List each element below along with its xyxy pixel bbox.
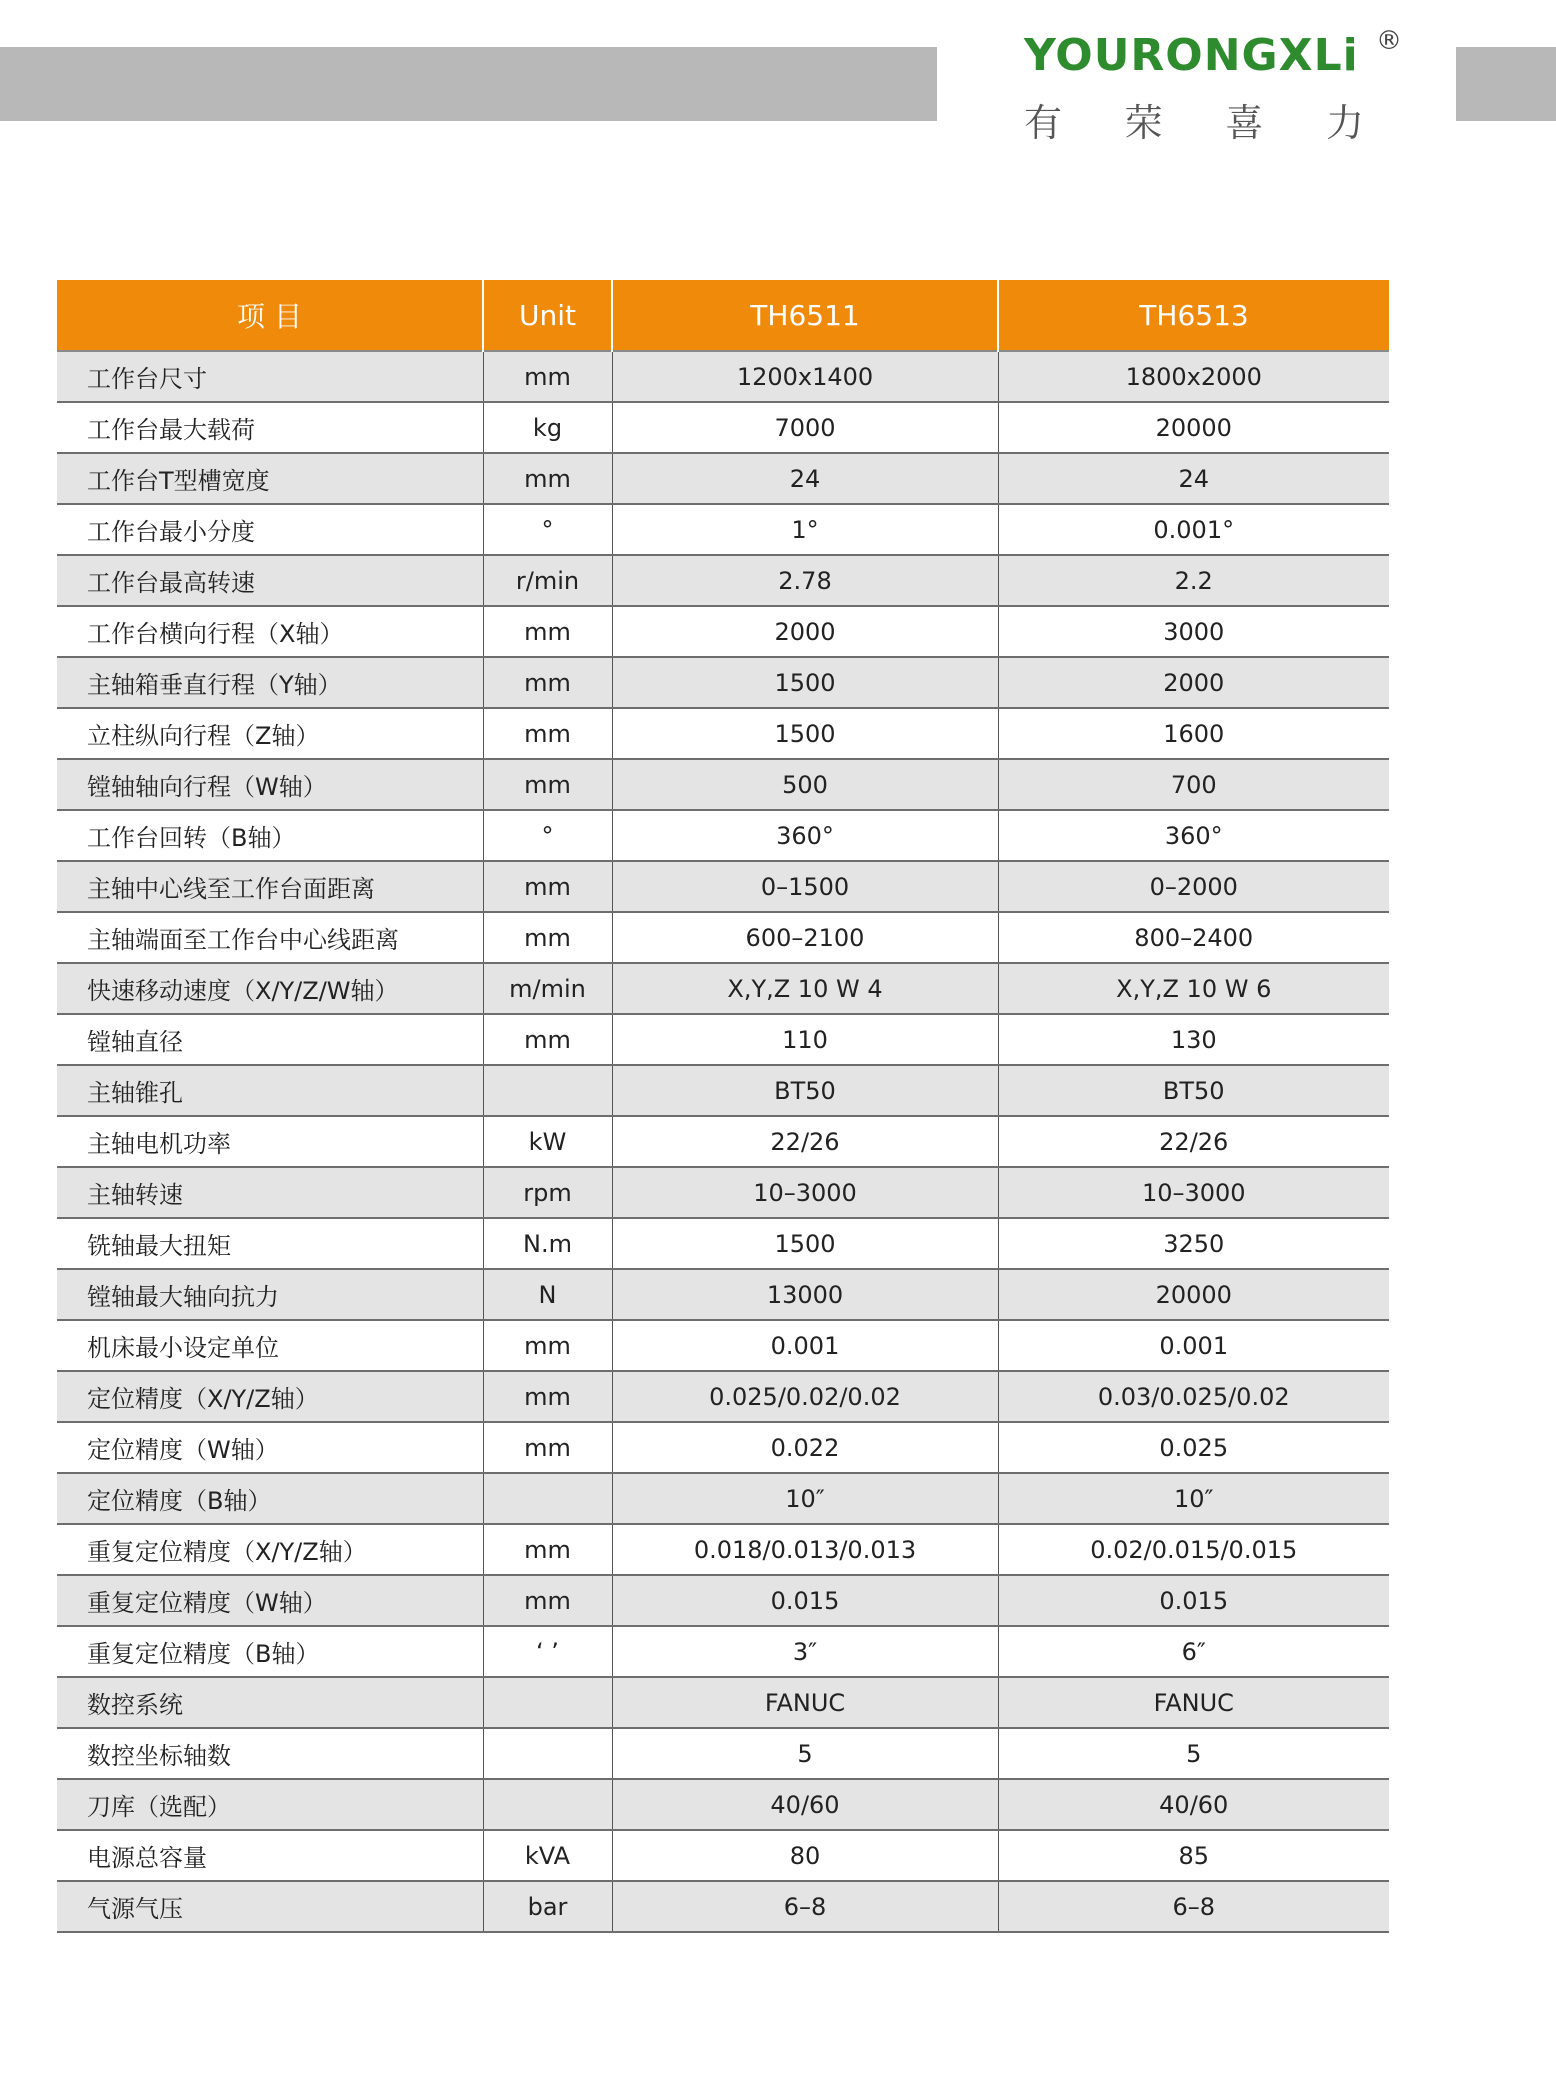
spec-item-cell: 立柱纵向行程（Z轴） xyxy=(57,708,483,759)
table-row xyxy=(57,1473,1389,1524)
spec-item-cell: 工作台最小分度 xyxy=(57,504,483,555)
table-row xyxy=(57,912,1389,963)
spec-th6513-cell: 20000 xyxy=(998,402,1389,453)
spec-th6513-cell: 22/26 xyxy=(998,1116,1389,1167)
table-row xyxy=(57,402,1389,453)
table-row xyxy=(57,1167,1389,1218)
spec-unit-cell: mm xyxy=(483,606,612,657)
spec-th6513-cell: 3000 xyxy=(998,606,1389,657)
table-row xyxy=(57,1524,1389,1575)
table-row xyxy=(57,657,1389,708)
spec-th6513-cell: 2.2 xyxy=(998,555,1389,606)
spec-th6511-cell: 0.001 xyxy=(612,1320,998,1371)
spec-th6513-cell: 6–8 xyxy=(998,1881,1389,1932)
spec-th6511-cell: 0–1500 xyxy=(612,861,998,912)
spec-th6513-cell: BT50 xyxy=(998,1065,1389,1116)
table-row xyxy=(57,759,1389,810)
spec-th6513-cell: 360° xyxy=(998,810,1389,861)
table-row xyxy=(57,708,1389,759)
spec-th6511-cell: 5 xyxy=(612,1728,998,1779)
spec-item-cell: 主轴箱垂直行程（Y轴） xyxy=(57,657,483,708)
spec-item-cell: 重复定位精度（W轴） xyxy=(57,1575,483,1626)
spec-th6513-cell: 10″ xyxy=(998,1473,1389,1524)
spec-item-cell: 数控系统 xyxy=(57,1677,483,1728)
spec-unit-cell: mm xyxy=(483,861,612,912)
spec-th6513-cell: 10–3000 xyxy=(998,1167,1389,1218)
header-gray-band-right xyxy=(1456,47,1556,121)
table-row xyxy=(57,1269,1389,1320)
spec-th6511-cell: 2000 xyxy=(612,606,998,657)
spec-table xyxy=(57,280,1389,1933)
spec-th6511-cell: 110 xyxy=(612,1014,998,1065)
spec-unit-cell: kVA xyxy=(483,1830,612,1881)
table-row xyxy=(57,1881,1389,1932)
spec-unit-cell: mm xyxy=(483,708,612,759)
spec-th6513-cell: 1800x2000 xyxy=(998,351,1389,402)
spec-th6511-cell: BT50 xyxy=(612,1065,998,1116)
header-model-th6511: TH6511 xyxy=(612,280,998,351)
spec-item-cell: 镗轴直径 xyxy=(57,1014,483,1065)
spec-th6513-cell: 0.001 xyxy=(998,1320,1389,1371)
spec-th6513-cell: 0.015 xyxy=(998,1575,1389,1626)
table-row xyxy=(57,351,1389,402)
brand-cn-char: 喜 xyxy=(1225,101,1264,145)
spec-unit-cell: bar xyxy=(483,1881,612,1932)
spec-th6513-cell: 800–2400 xyxy=(998,912,1389,963)
spec-th6513-cell: 85 xyxy=(998,1830,1389,1881)
spec-item-cell: 工作台最高转速 xyxy=(57,555,483,606)
spec-th6513-cell: 24 xyxy=(998,453,1389,504)
spec-unit-cell: mm xyxy=(483,1371,612,1422)
spec-item-cell: 定位精度（X/Y/Z轴） xyxy=(57,1371,483,1422)
spec-item-cell: 工作台尺寸 xyxy=(57,351,483,402)
spec-unit-cell xyxy=(483,1728,612,1779)
spec-th6513-cell: 5 xyxy=(998,1728,1389,1779)
spec-th6511-cell: 0.022 xyxy=(612,1422,998,1473)
brand-cn-char: 有 xyxy=(1024,101,1063,145)
spec-item-cell: 主轴锥孔 xyxy=(57,1065,483,1116)
table-row xyxy=(57,1320,1389,1371)
table-row xyxy=(57,1014,1389,1065)
table-row xyxy=(57,1218,1389,1269)
spec-th6513-cell: 0–2000 xyxy=(998,861,1389,912)
table-row xyxy=(57,1677,1389,1728)
spec-item-cell: 重复定位精度（B轴） xyxy=(57,1626,483,1677)
spec-th6513-cell: 6″ xyxy=(998,1626,1389,1677)
spec-unit-cell: mm xyxy=(483,1575,612,1626)
table-row xyxy=(57,453,1389,504)
spec-unit-cell: N xyxy=(483,1269,612,1320)
spec-th6511-cell: 1500 xyxy=(612,657,998,708)
table-row xyxy=(57,1575,1389,1626)
spec-th6511-cell: 2.78 xyxy=(612,555,998,606)
spec-th6511-cell: 3″ xyxy=(612,1626,998,1677)
spec-th6511-cell: X,Y,Z 10 W 4 xyxy=(612,963,998,1014)
spec-unit-cell: ° xyxy=(483,504,612,555)
spec-unit-cell: kW xyxy=(483,1116,612,1167)
spec-th6511-cell: 24 xyxy=(612,453,998,504)
spec-unit-cell: mm xyxy=(483,1422,612,1473)
spec-unit-cell: ° xyxy=(483,810,612,861)
spec-th6513-cell: 0.03/0.025/0.02 xyxy=(998,1371,1389,1422)
brand-cn-char: 力 xyxy=(1325,101,1364,145)
spec-th6511-cell: 1° xyxy=(612,504,998,555)
spec-unit-cell: rpm xyxy=(483,1167,612,1218)
spec-th6511-cell: 600–2100 xyxy=(612,912,998,963)
brand-name-cn xyxy=(1024,92,1364,147)
spec-item-cell: 主轴转速 xyxy=(57,1167,483,1218)
spec-item-cell: 快速移动速度（X/Y/Z/W轴） xyxy=(57,963,483,1014)
spec-item-cell: 铣轴最大扭矩 xyxy=(57,1218,483,1269)
spec-unit-cell: mm xyxy=(483,657,612,708)
spec-item-cell: 电源总容量 xyxy=(57,1830,483,1881)
table-row xyxy=(57,555,1389,606)
brand-name-en: YOURONGXLi xyxy=(1024,30,1359,81)
spec-th6511-cell: 0.025/0.02/0.02 xyxy=(612,1371,998,1422)
spec-th6511-cell: 360° xyxy=(612,810,998,861)
header-item: 项 目 xyxy=(57,280,483,351)
header-gray-band-left xyxy=(0,47,937,121)
spec-item-cell: 工作台横向行程（X轴） xyxy=(57,606,483,657)
spec-th6511-cell: 40/60 xyxy=(612,1779,998,1830)
spec-item-cell: 定位精度（B轴） xyxy=(57,1473,483,1524)
spec-th6511-cell: 1500 xyxy=(612,1218,998,1269)
table-row xyxy=(57,1779,1389,1830)
spec-th6511-cell: 10″ xyxy=(612,1473,998,1524)
spec-item-cell: 主轴中心线至工作台面距离 xyxy=(57,861,483,912)
spec-th6511-cell: 7000 xyxy=(612,402,998,453)
spec-item-cell: 机床最小设定单位 xyxy=(57,1320,483,1371)
spec-th6513-cell: 0.025 xyxy=(998,1422,1389,1473)
spec-unit-cell: ‘ ’ xyxy=(483,1626,612,1677)
spec-table-body xyxy=(57,351,1389,1932)
spec-item-cell: 工作台T型槽宽度 xyxy=(57,453,483,504)
spec-th6513-cell: X,Y,Z 10 W 6 xyxy=(998,963,1389,1014)
spec-th6511-cell: 10–3000 xyxy=(612,1167,998,1218)
spec-th6513-cell: 20000 xyxy=(998,1269,1389,1320)
spec-item-cell: 工作台回转（B轴） xyxy=(57,810,483,861)
spec-th6511-cell: 1200x1400 xyxy=(612,351,998,402)
spec-unit-cell: mm xyxy=(483,759,612,810)
spec-unit-cell: mm xyxy=(483,351,612,402)
spec-unit-cell: r/min xyxy=(483,555,612,606)
spec-item-cell: 刀库（选配） xyxy=(57,1779,483,1830)
spec-th6511-cell: FANUC xyxy=(612,1677,998,1728)
spec-unit-cell: mm xyxy=(483,1524,612,1575)
spec-item-cell: 镗轴最大轴向抗力 xyxy=(57,1269,483,1320)
table-row xyxy=(57,810,1389,861)
spec-unit-cell: kg xyxy=(483,402,612,453)
spec-th6511-cell: 13000 xyxy=(612,1269,998,1320)
header-unit: Unit xyxy=(483,280,612,351)
table-row xyxy=(57,1626,1389,1677)
spec-unit-cell: mm xyxy=(483,1320,612,1371)
table-row xyxy=(57,963,1389,1014)
spec-unit-cell xyxy=(483,1779,612,1830)
brand-logo xyxy=(1024,26,1414,145)
spec-item-cell: 气源气压 xyxy=(57,1881,483,1932)
registered-mark: ® xyxy=(1376,26,1402,56)
spec-th6511-cell: 0.018/0.013/0.013 xyxy=(612,1524,998,1575)
table-row xyxy=(57,1065,1389,1116)
spec-item-cell: 重复定位精度（X/Y/Z轴） xyxy=(57,1524,483,1575)
header-model-th6513: TH6513 xyxy=(998,280,1389,351)
spec-th6513-cell: 0.001° xyxy=(998,504,1389,555)
spec-unit-cell xyxy=(483,1065,612,1116)
spec-th6513-cell: 40/60 xyxy=(998,1779,1389,1830)
table-row xyxy=(57,1728,1389,1779)
spec-th6513-cell: FANUC xyxy=(998,1677,1389,1728)
spec-unit-cell: N.m xyxy=(483,1218,612,1269)
brand-cn-char: 荣 xyxy=(1124,101,1163,145)
spec-item-cell: 主轴电机功率 xyxy=(57,1116,483,1167)
table-row xyxy=(57,1116,1389,1167)
spec-th6513-cell: 130 xyxy=(998,1014,1389,1065)
spec-unit-cell: mm xyxy=(483,453,612,504)
spec-th6511-cell: 22/26 xyxy=(612,1116,998,1167)
spec-th6513-cell: 1600 xyxy=(998,708,1389,759)
spec-item-cell: 数控坐标轴数 xyxy=(57,1728,483,1779)
spec-th6511-cell: 80 xyxy=(612,1830,998,1881)
spec-th6513-cell: 0.02/0.015/0.015 xyxy=(998,1524,1389,1575)
spec-item-cell: 镗轴轴向行程（W轴） xyxy=(57,759,483,810)
spec-th6513-cell: 700 xyxy=(998,759,1389,810)
spec-th6511-cell: 500 xyxy=(612,759,998,810)
spec-unit-cell: mm xyxy=(483,912,612,963)
spec-unit-cell xyxy=(483,1677,612,1728)
spec-unit-cell: m/min xyxy=(483,963,612,1014)
table-row xyxy=(57,1422,1389,1473)
table-row xyxy=(57,1371,1389,1422)
spec-unit-cell xyxy=(483,1473,612,1524)
spec-item-cell: 主轴端面至工作台中心线距离 xyxy=(57,912,483,963)
table-row xyxy=(57,504,1389,555)
spec-th6511-cell: 1500 xyxy=(612,708,998,759)
table-row xyxy=(57,606,1389,657)
spec-th6513-cell: 2000 xyxy=(998,657,1389,708)
spec-unit-cell: mm xyxy=(483,1014,612,1065)
spec-item-cell: 工作台最大载荷 xyxy=(57,402,483,453)
table-row xyxy=(57,1830,1389,1881)
spec-th6513-cell: 3250 xyxy=(998,1218,1389,1269)
spec-th6511-cell: 0.015 xyxy=(612,1575,998,1626)
table-row xyxy=(57,861,1389,912)
spec-th6511-cell: 6–8 xyxy=(612,1881,998,1932)
table-header-row xyxy=(57,280,1389,351)
spec-item-cell: 定位精度（W轴） xyxy=(57,1422,483,1473)
